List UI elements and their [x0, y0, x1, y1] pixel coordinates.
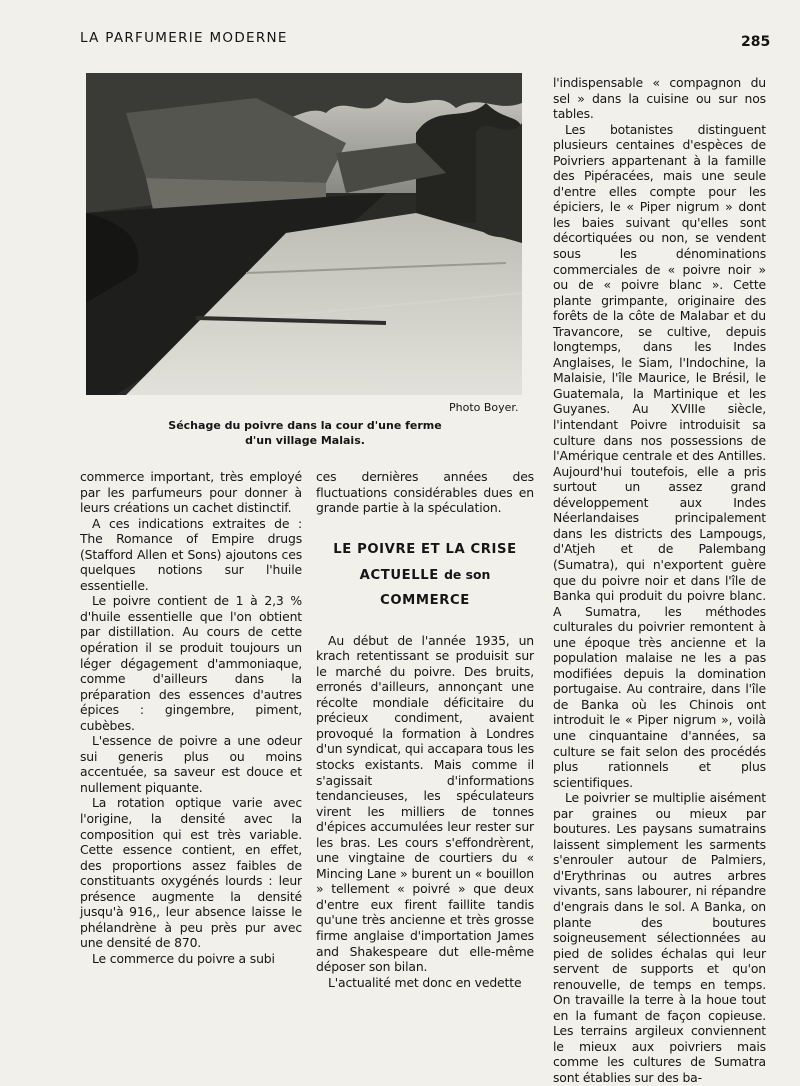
caption-line-1: Séchage du poivre dans la cour d'une ferme [168, 419, 442, 432]
paragraph: La rotation optique varie avec l'origine, la densité avec la composition qui est très variable. Cette essence contient, en effet, des proportions assez faibles de constituants oxygénés lourds : leur présence augmente la densité jusqu'à 916,, leur absence laisse le phélandrène à peu près pur avec une densité de 870. [80, 795, 302, 951]
text-column-3 [553, 75, 766, 1086]
running-header: LA PARFUMERIE MODERNE [80, 30, 288, 46]
photo-credit: Photo Boyer. [449, 401, 519, 414]
paragraph: Le poivrier se multiplie aisément par graines ou mieux par boutures. Les paysans sumatrains laissent simplement les sarments s'enrouler autour de Palmiers, d'Erythrinas ou autres arbres vivants, sans labourer, ni répandre d'engrais dans le sol. A Banka, on plante des boutures soigneusement sélectionnées au pied de solides échalas qui leur servent de supports et qu'on renouvelle, de temps en temps. On travaille la terre à la houe tout en la fumant de façon copieuse. Les terrains argileux conviennent le mieux aux poivriers mais comme les cultures de Sumatra sont établies sur des ba- [553, 790, 766, 1085]
heading-line-2: ACTUELLE de son COMMERCE [359, 566, 491, 608]
text-column-2 [316, 469, 534, 990]
caption-line-2: d'un village Malais. [245, 434, 365, 447]
paragraph: Le commerce du poivre a subi [92, 950, 275, 966]
heading-line-1: LE POIVRE ET LA CRISE [333, 541, 517, 557]
page-number: 285 [741, 34, 771, 50]
paragraph: A ces indications extraites de : The Romance of Empire drugs (Stafford Allen et Sons) ajoutons ces quelques notions sur l'huile essentielle. [80, 515, 302, 593]
paragraph: Au début de l'année 1935, un krach retentissant se produisit sur le marché du poivre. Des bruits, erronés d'ailleurs, annonçant une récolte mondiale déficitaire du précieux condiment, avaient provoqué la formation à Londres d'un syndicat, qui accapara tous les stocks existants. Mais comme il s'agissait d'informations tendancieuses, les spéculateurs virent les milliers de tonnes d'épices accumulées leur rester sur les bras. Les cours s'effondrèrent, une vingtaine de courtiers du « Mincing Lane » burent un « bouillon » tellement « poivré » que deux d'entre eux firent faillite tandis qu'une très ancienne et très grosse firme anglaise d'importation James and Shakespeare dut elle-même déposer son bilan. [316, 632, 534, 975]
text-column-1 [80, 469, 302, 967]
paragraph: ces dernières années des fluctuations considérables dues en grande partie à la spéculation. [316, 469, 534, 516]
paragraph: Les botanistes distinguent plusieurs centaines d'espèces de Poivriers appartenant à la famille des Pipéracées, mais une seule d'entre elles compte pour les épiciers, le « Piper nigrum » dont les baies suivant qu'elles sont décortiquées ou non, se vendent sous les dénominations commerciales de « poivre noir » ou de « poivre blanc ». Cette plante grimpante, originaire des forêts de la côte de Malabar et du Travancore, se cultive, depuis longtemps, dans les Indes Anglaises, le Siam, l'Indochine, la Malaisie, l'île Maurice, le Brésil, le Guatemala, la Martinique et les Guyanes. Au XVIIIe siècle, l'intendant Poivre introduisit sa culture dans nos possessions de l'Amérique centrale et des Antilles. Aujourd'hui toutefois, elle a pris surtout un assez grand développement aux Indes Néerlandaises principalement dans les districts des Lampougs, d'Atjeh et de Palembang (Sumatra), qui n'exportent guère que du poivre noir et dans l'île de Banka qui produit du poivre blanc. A Sumatra, les méthodes culturales du poivrier remontent à une époque très ancienne et la population malaise ne les a pas modifiées depuis la domination portugaise. Au contraire, dans l'île de Banka où les Chinois ont introduit le « Piper nigrum », voilà une cinquantaine d'années, sa culture se fait selon des procédés plus rationnels et plus scientifiques. [553, 121, 766, 790]
photo-caption [160, 418, 450, 448]
paragraph: L'essence de poivre a une odeur sui generis plus ou moins accentuée, sa saveur est douce et nullement piquante. [80, 733, 302, 795]
pepper-drying-photo [86, 73, 522, 395]
section-heading [316, 537, 534, 613]
paragraph: l'indispensable « compagnon du sel » dans la cuisine ou sur nos tables. [553, 75, 766, 122]
paragraph: L'actualité met donc en vedette [328, 974, 522, 990]
paragraph: Le poivre contient de 1 à 2,3 % d'huile essentielle que l'on obtient par distillation. Au cours de cette opération il se produit toujours un léger dégagement d'ammoniaque, comme d'ailleurs dans la préparation des essences d'autres épices : gingembre, piment, cubèbes. [80, 593, 302, 733]
paragraph: commerce important, très employé par les parfumeurs pour donner à leurs créations un cachet distinctif. [80, 469, 302, 516]
